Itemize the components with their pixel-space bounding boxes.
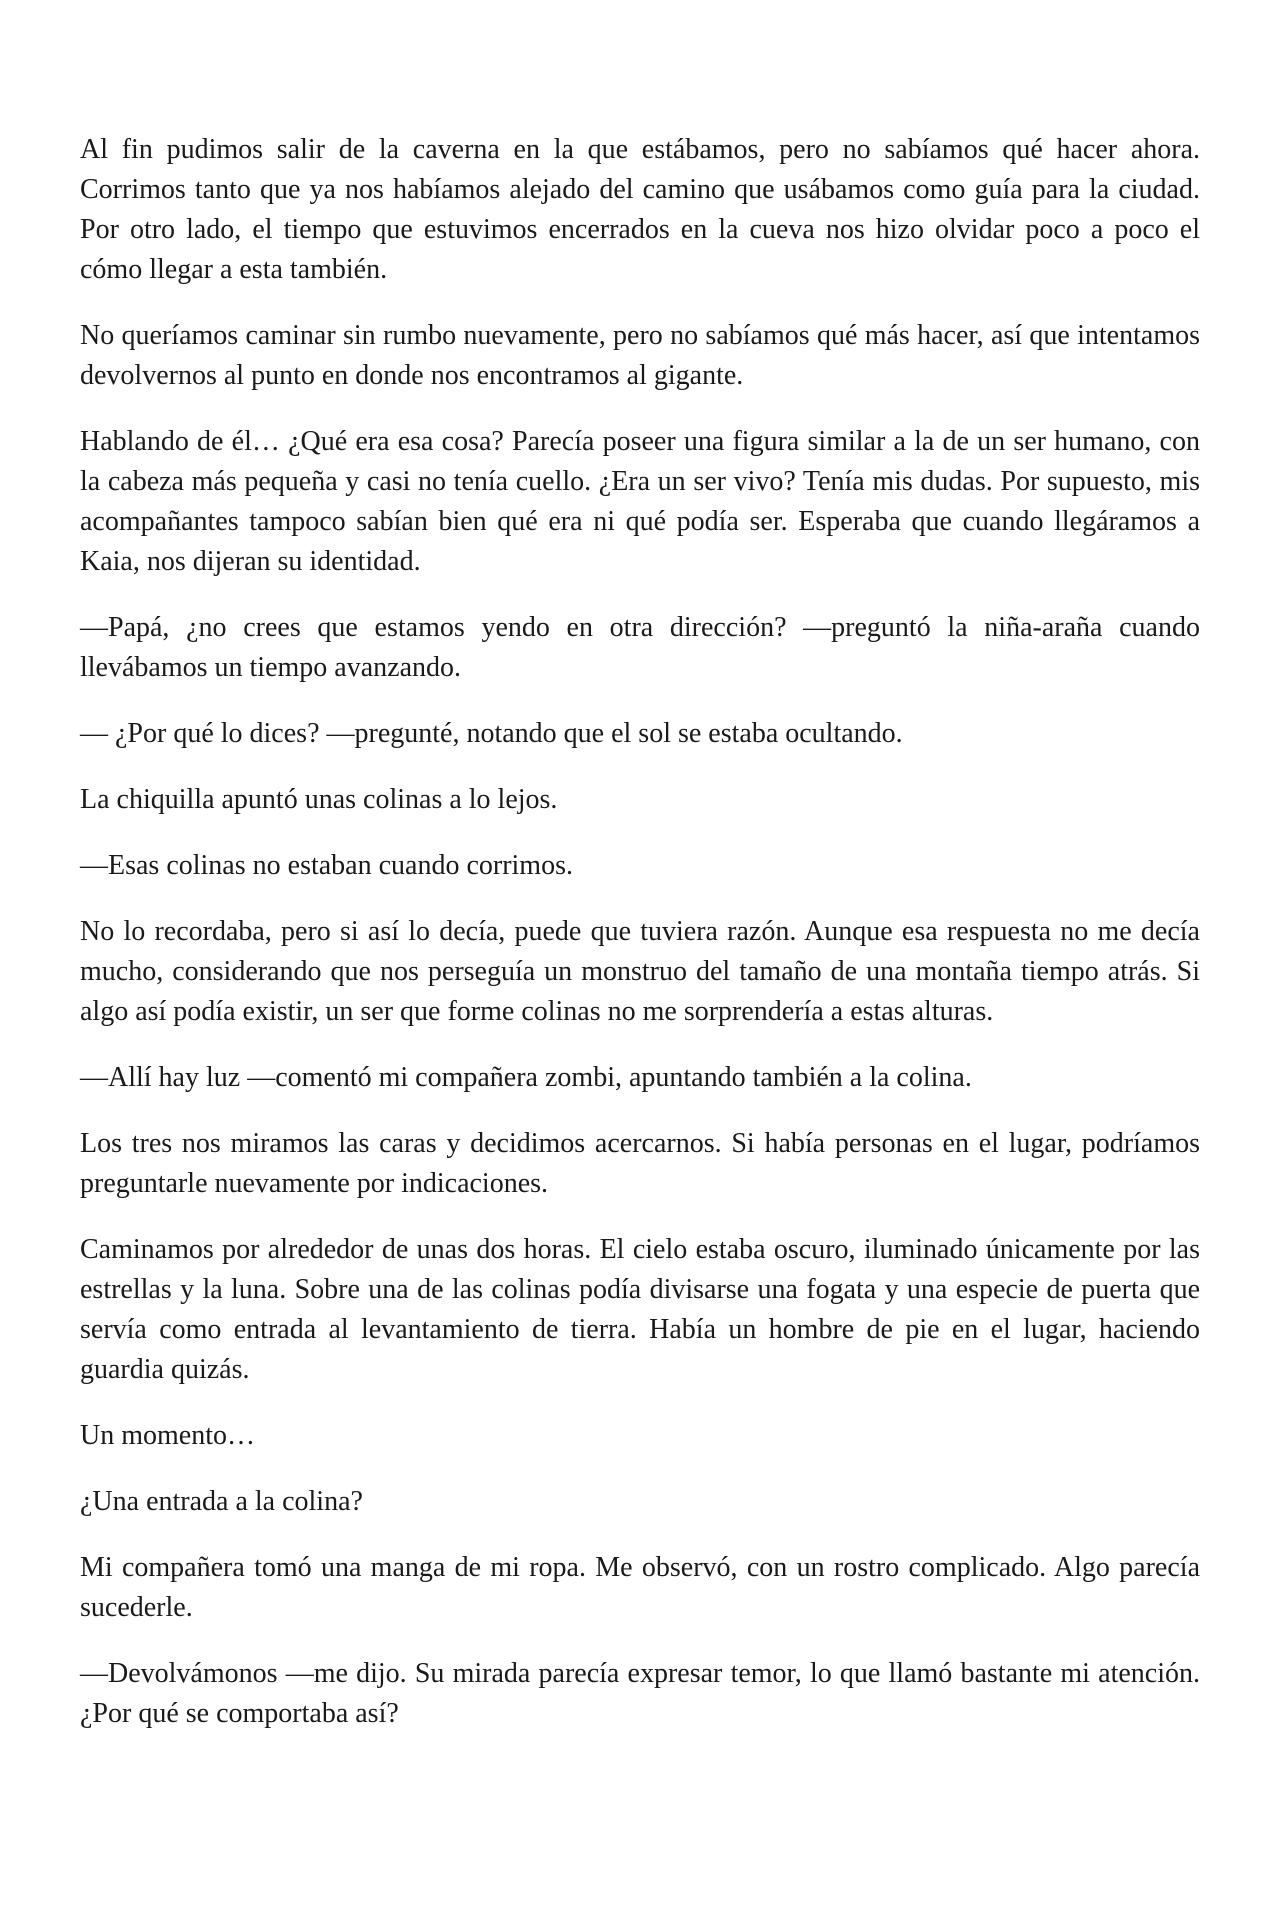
paragraph: Al fin pudimos salir de la caverna en la que estábamos, pero no sabíamos qué hacer ahora. Corrimos tanto que ya nos habíamos alejado del camino que usábamos como guía para la ciudad. Por otro lado, el tiempo que estuvimos encerrados en la cueva nos hizo olvidar poco a poco el cómo llegar a esta también. xyxy=(80,134,1200,285)
paragraph: Mi compañera tomó una manga de mi ropa. Me observó, con un rostro complicado. Algo parecía sucederle. xyxy=(80,1552,1200,1623)
paragraph: —Devolvámonos —me dijo. Su mirada parecía expresar temor, lo que llamó bastante mi atención. ¿Por qué se comportaba así? xyxy=(80,1658,1200,1729)
paragraph: No lo recordaba, pero si así lo decía, puede que tuviera razón. Aunque esa respuesta no me decía mucho, considerando que nos perseguía un monstruo del tamaño de una montaña tiempo atrás. Si algo así podía existir, un ser que forme colinas no me sorprendería a estas alturas. xyxy=(80,916,1200,1027)
paragraph: La chiquilla apuntó unas colinas a lo lejos. xyxy=(80,784,558,815)
paragraph: Hablando de él… ¿Qué era esa cosa? Parecía poseer una figura similar a la de un ser humano, con la cabeza más pequeña y casi no tenía cuello. ¿Era un ser vivo? Tenía mis dudas. Por supuesto, mis acompañantes tampoco sabían bien qué era ni qué podía ser. Esperaba que cuando llegáramos a Kaia, nos dijeran su identidad. xyxy=(80,426,1200,577)
paragraph: Un momento… xyxy=(80,1420,255,1451)
paragraph: No queríamos caminar sin rumbo nuevamente, pero no sabíamos qué más hacer, así que intentamos devolvernos al punto en donde nos encontramos al gigante. xyxy=(80,320,1200,391)
paragraph: Los tres nos miramos las caras y decidimos acercarnos. Si había personas en el lugar, podríamos preguntarle nuevamente por indicaciones. xyxy=(80,1128,1200,1199)
paragraph: Caminamos por alrededor de unas dos horas. El cielo estaba oscuro, iluminado únicamente por las estrellas y la luna. Sobre una de las colinas podía divisarse una fogata y una especie de puerta que servía como entrada al levantamiento de tierra. Había un hombre de pie en el lugar, haciendo guardia quizás. xyxy=(80,1234,1200,1385)
paragraph: ¿Una entrada a la colina? xyxy=(80,1486,363,1517)
paragraph: —Esas colinas no estaban cuando corrimos. xyxy=(80,850,573,881)
paragraph: —Papá, ¿no crees que estamos yendo en otra dirección? —preguntó la niña-araña cuando llevábamos un tiempo avanzando. xyxy=(80,612,1200,683)
paragraph: — ¿Por qué lo dices? —pregunté, notando que el sol se estaba ocultando. xyxy=(80,718,903,749)
paragraph: —Allí hay luz —comentó mi compañera zombi, apuntando también a la colina. xyxy=(80,1062,972,1093)
document-page xyxy=(80,130,1200,1760)
